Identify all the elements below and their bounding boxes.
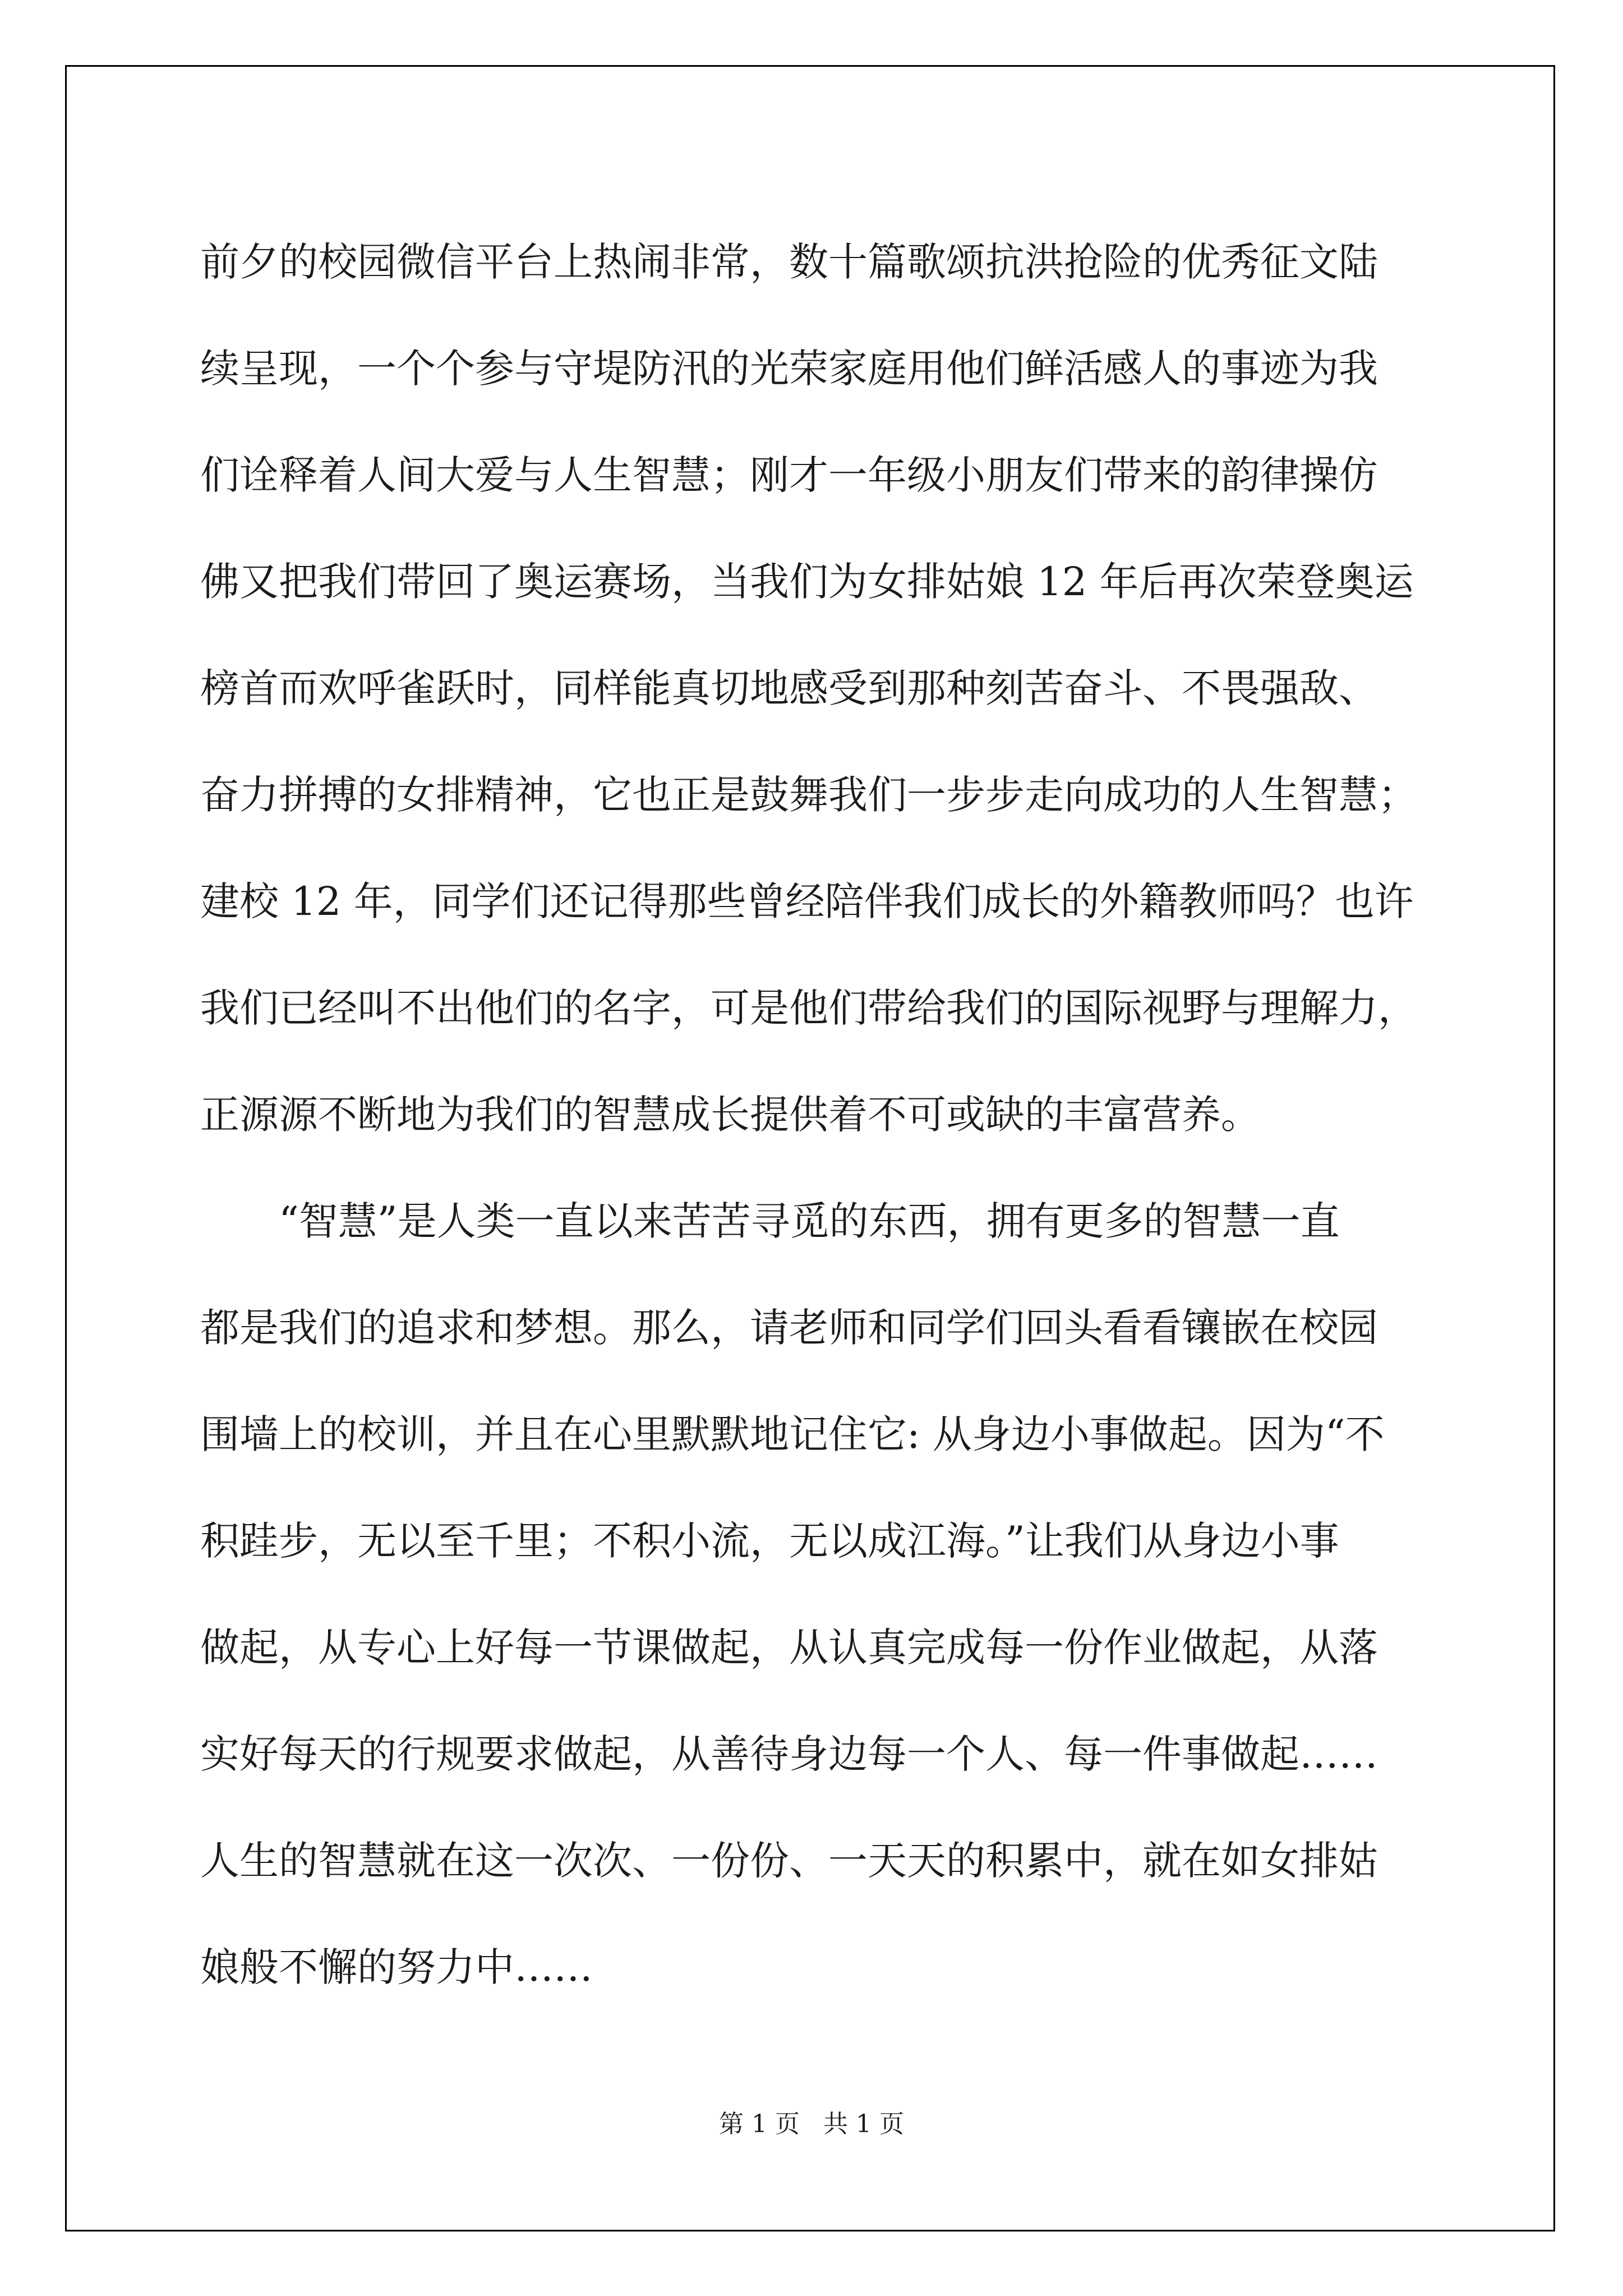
text-line: 我们已经叫不出他们的名字，可是他们带给我们的国际视野与理解力， (200, 985, 1417, 1031)
page-footer (0, 2104, 1623, 2139)
text-line: 奋力拼搏的女排精神，它也正是鼓舞我们一步步走向成功的人生智慧； (200, 772, 1417, 818)
text-line: 人生的智慧就在这一次次、一份份、一天天的积累中，就在如女排姑 (200, 1838, 1378, 1884)
text-line: 实好每天的行规要求做起，从善待身边每一个人、每一件事做起…… (200, 1731, 1378, 1777)
text-line: 续呈现，一个个参与守堤防汛的光荣家庭用他们鲜活感人的事迹为我 (200, 346, 1378, 392)
document-body (200, 209, 1468, 2021)
text-line: 围墙上的校训，并且在心里默默地记住它: 从身边小事做起。因为“不 (200, 1411, 1385, 1457)
text-line: 榜首而欢呼雀跃时，同样能真切地感受到那种刻苦奋斗、不畏强敌、 (200, 665, 1378, 711)
text-line: 做起，从专心上好每一节课做起，从认真完成每一份作业做起，从落 (200, 1625, 1378, 1671)
text-line: “智慧”是人类一直以来苦苦寻觅的东西，拥有更多的智慧一直 (200, 1198, 1340, 1244)
text-line: 建校 12 年，同学们还记得那些曾经陪伴我们成长的外籍教师吗？也许 (200, 878, 1414, 924)
text-line: 积跬步，无以至千里；不积小流，无以成江海。”让我们从身边小事 (200, 1518, 1339, 1564)
text-line: 们诠释着人间大爱与人生智慧；刚才一年级小朋友们带来的韵律操仿 (200, 452, 1378, 498)
text-line: 正源源不断地为我们的智慧成长提供着不可或缺的丰富营养。 (200, 1092, 1260, 1138)
text-line: 前夕的校园微信平台上热闹非常，数十篇歌颂抗洪抢险的优秀征文陆 (200, 239, 1378, 285)
page-total: 共 1 页 (823, 2110, 904, 2138)
text-line: 娘般不懈的努力中…… (200, 1944, 593, 1990)
page-number: 第 1 页 (719, 2110, 800, 2138)
text-line: 都是我们的追求和梦想。那么，请老师和同学们回头看看镶嵌在校园 (200, 1305, 1378, 1351)
text-line: 佛又把我们带回了奥运赛场，当我们为女排姑娘 12 年后再次荣登奥运 (200, 559, 1414, 605)
